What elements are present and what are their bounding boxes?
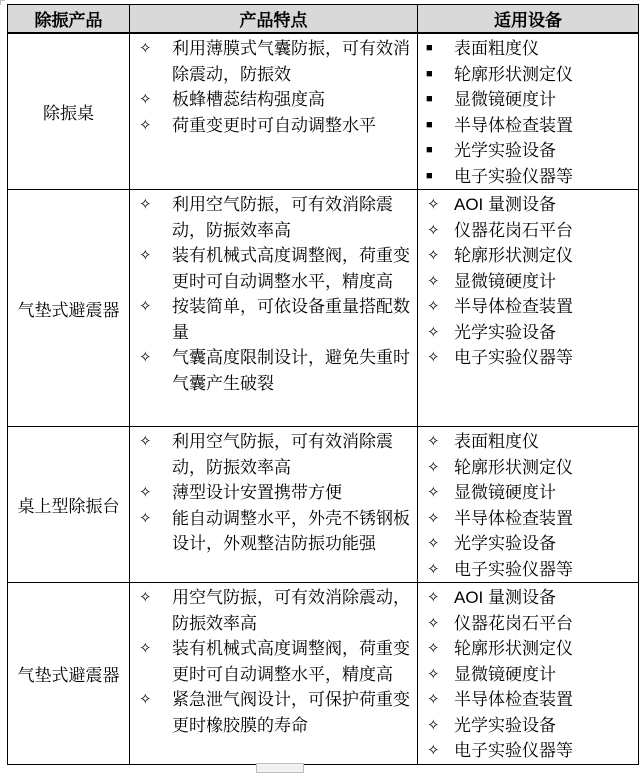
device-list xyxy=(418,36,638,189)
diamond-bullet-icon: ✧ xyxy=(427,221,440,239)
device-list xyxy=(418,429,638,582)
diamond-bullet-icon: ✧ xyxy=(427,560,440,578)
device-item xyxy=(418,662,638,688)
table-anchor-fragment xyxy=(0,0,5,5)
table-row xyxy=(8,33,639,190)
diamond-bullet-icon: ✧ xyxy=(139,509,152,527)
feature-text: 荷重变更时可自动调整水平 xyxy=(172,115,376,135)
feature-item xyxy=(130,636,417,687)
feature-text: 按装简单，可依设备重量搭配数量 xyxy=(172,297,410,342)
device-item xyxy=(418,218,638,244)
header-product: 除振产品 xyxy=(8,5,130,34)
feature-text: 紧急泄气阀设计，可保护荷重变更时橡胶膜的寿命 xyxy=(172,690,410,735)
device-text: 轮廓形状测定仪 xyxy=(454,64,573,84)
device-text: 轮廓形状测定仪 xyxy=(454,246,573,265)
device-text: 光学实验设备 xyxy=(454,141,556,160)
device-item xyxy=(418,531,638,557)
device-text: 显微镜硬度计 xyxy=(454,483,556,502)
device-item xyxy=(418,36,638,62)
diamond-bullet-icon: ✧ xyxy=(427,484,440,501)
diamond-bullet-icon: ✧ xyxy=(427,640,440,657)
next-table-fragment xyxy=(256,763,304,773)
device-list xyxy=(418,192,638,371)
device-text: 光学实验设备 xyxy=(454,715,556,735)
product-cell xyxy=(8,33,130,190)
feature-item xyxy=(130,345,417,396)
features-cell xyxy=(130,190,418,427)
feature-list xyxy=(130,585,417,738)
devices-cell xyxy=(418,583,639,765)
device-item xyxy=(418,480,638,506)
diamond-bullet-icon: ✧ xyxy=(427,458,440,476)
product-name: 气垫式避震器 xyxy=(17,300,120,320)
table-body xyxy=(8,33,639,764)
diamond-bullet-icon: ✧ xyxy=(427,298,440,315)
features-cell xyxy=(130,427,418,583)
feature-item xyxy=(130,192,417,243)
diamond-bullet-icon: ✧ xyxy=(427,535,440,552)
diamond-bullet-icon: ✧ xyxy=(427,716,440,734)
feature-item xyxy=(130,687,417,738)
diamond-bullet-icon: ✧ xyxy=(427,589,440,606)
diamond-bullet-icon: ✧ xyxy=(139,40,152,57)
diamond-bullet-icon: ✧ xyxy=(139,196,152,213)
feature-item xyxy=(130,429,417,480)
device-item xyxy=(418,429,638,455)
diamond-bullet-icon: ✧ xyxy=(427,614,440,632)
device-item xyxy=(418,294,638,320)
diamond-bullet-icon: ✧ xyxy=(139,298,152,315)
features-cell xyxy=(130,33,418,190)
square-bullet-icon: ■ xyxy=(426,118,433,131)
diamond-bullet-icon: ✧ xyxy=(139,116,152,134)
diamond-bullet-icon: ✧ xyxy=(427,433,440,450)
device-item xyxy=(418,557,638,583)
table-row xyxy=(8,190,639,427)
device-text: 轮廓形状测定仪 xyxy=(454,639,573,658)
feature-list xyxy=(130,429,417,557)
diamond-bullet-icon: ✧ xyxy=(139,589,152,606)
diamond-bullet-icon: ✧ xyxy=(139,247,152,264)
device-item xyxy=(418,164,638,190)
device-item xyxy=(418,455,638,481)
feature-text: 薄型设计安置携带方便 xyxy=(172,483,342,502)
device-text: 显微镜硬度计 xyxy=(454,90,556,109)
device-item xyxy=(418,585,638,611)
product-name: 除振桌 xyxy=(43,104,94,123)
feature-item xyxy=(130,294,417,345)
device-item xyxy=(418,713,638,739)
table-row xyxy=(8,583,639,765)
product-name: 桌上型除振台 xyxy=(17,497,120,516)
diamond-bullet-icon: ✧ xyxy=(427,509,440,527)
device-item xyxy=(418,269,638,295)
feature-text: 装有机械式高度调整阀，荷重变更时可自动调整水平，精度高 xyxy=(172,246,410,291)
products-table xyxy=(7,4,639,765)
device-text: 电子实验仪器等 xyxy=(454,559,573,579)
device-text: 仪器花岗石平台 xyxy=(454,613,573,633)
device-item xyxy=(418,62,638,88)
device-item xyxy=(418,113,638,139)
feature-item xyxy=(130,113,417,139)
feature-list xyxy=(130,192,417,396)
product-name: 气垫式避震器 xyxy=(17,665,120,685)
device-text: 表面粗度仪 xyxy=(454,432,539,451)
device-text: 电子实验仪器等 xyxy=(454,348,573,367)
device-text: 轮廓形状测定仪 xyxy=(454,457,573,477)
device-item xyxy=(418,345,638,371)
diamond-bullet-icon: ✧ xyxy=(139,640,152,657)
device-text: 仪器花岗石平台 xyxy=(454,220,573,240)
device-text: 光学实验设备 xyxy=(454,322,556,342)
feature-list xyxy=(130,36,417,138)
feature-text: 气囊高度限制设计，避免失重时气囊产生破裂 xyxy=(172,348,410,393)
feature-text: 利用薄膜式气囊防振，可有效消除震动，防振效 xyxy=(172,39,410,84)
diamond-bullet-icon: ✧ xyxy=(139,433,152,450)
diamond-bullet-icon: ✧ xyxy=(427,665,440,683)
feature-item xyxy=(130,480,417,506)
header-features: 产品特点 xyxy=(130,5,418,34)
diamond-bullet-icon: ✧ xyxy=(139,349,152,366)
device-item xyxy=(418,687,638,713)
device-item xyxy=(418,87,638,113)
devices-cell xyxy=(418,190,639,427)
feature-item xyxy=(130,36,417,87)
square-bullet-icon: ■ xyxy=(426,93,433,105)
square-bullet-icon: ■ xyxy=(426,67,433,80)
device-item xyxy=(418,243,638,269)
square-bullet-icon: ■ xyxy=(426,169,433,182)
diamond-bullet-icon: ✧ xyxy=(427,247,440,264)
table-row xyxy=(8,427,639,583)
diamond-bullet-icon: ✧ xyxy=(427,691,440,708)
feature-text: 用空气防振，可有效消除震动，防振效率高 xyxy=(172,588,410,633)
diamond-bullet-icon: ✧ xyxy=(427,196,440,213)
device-text: 半导体检查装置 xyxy=(454,115,573,135)
feature-text: 装有机械式高度调整阀，荷重变更时可自动调整水平，精度高 xyxy=(172,639,410,684)
device-text: 光学实验设备 xyxy=(454,534,556,553)
diamond-bullet-icon: ✧ xyxy=(427,349,440,366)
diamond-bullet-icon: ✧ xyxy=(427,742,440,759)
feature-text: 利用空气防振，可有效消除震动，防振效率高 xyxy=(172,432,393,477)
diamond-bullet-icon: ✧ xyxy=(139,691,152,708)
device-item xyxy=(418,611,638,637)
device-list xyxy=(418,585,638,764)
device-text: 半导体检查装置 xyxy=(454,297,573,316)
device-text: 显微镜硬度计 xyxy=(454,664,556,684)
device-item xyxy=(418,636,638,662)
feature-item xyxy=(130,87,417,113)
table-header-row xyxy=(8,5,639,34)
device-text: 电子实验仪器等 xyxy=(454,741,573,760)
devices-cell xyxy=(418,427,639,583)
device-item xyxy=(418,506,638,532)
feature-item xyxy=(130,506,417,557)
device-item xyxy=(418,138,638,164)
device-item xyxy=(418,320,638,346)
device-text: AOI 量测设备 xyxy=(454,195,557,214)
device-text: 半导体检查装置 xyxy=(454,690,573,709)
feature-text: 能自动调整水平，外壳不锈钢板设计，外观整洁防振功能强 xyxy=(172,508,410,553)
device-item xyxy=(418,738,638,764)
devices-cell xyxy=(418,33,639,190)
device-item xyxy=(418,192,638,218)
device-text: 表面粗度仪 xyxy=(454,39,539,58)
feature-text: 利用空气防振，可有效消除震动，防振效率高 xyxy=(172,195,393,240)
square-bullet-icon: ■ xyxy=(426,42,433,54)
diamond-bullet-icon: ✧ xyxy=(139,91,152,108)
feature-text: 板蜂槽蕊结构强度高 xyxy=(172,90,325,109)
feature-item xyxy=(130,243,417,294)
diamond-bullet-icon: ✧ xyxy=(427,323,440,341)
device-text: 电子实验仪器等 xyxy=(454,166,573,186)
header-devices: 适用设备 xyxy=(418,5,639,34)
product-cell xyxy=(8,427,130,583)
device-text: AOI 量测设备 xyxy=(454,588,557,607)
product-cell xyxy=(8,583,130,765)
device-text: 半导体检查装置 xyxy=(454,508,573,528)
product-cell xyxy=(8,190,130,427)
diamond-bullet-icon: ✧ xyxy=(139,484,152,501)
device-text: 显微镜硬度计 xyxy=(454,271,556,291)
square-bullet-icon: ■ xyxy=(426,144,433,156)
diamond-bullet-icon: ✧ xyxy=(427,272,440,290)
features-cell xyxy=(130,583,418,765)
feature-item xyxy=(130,585,417,636)
